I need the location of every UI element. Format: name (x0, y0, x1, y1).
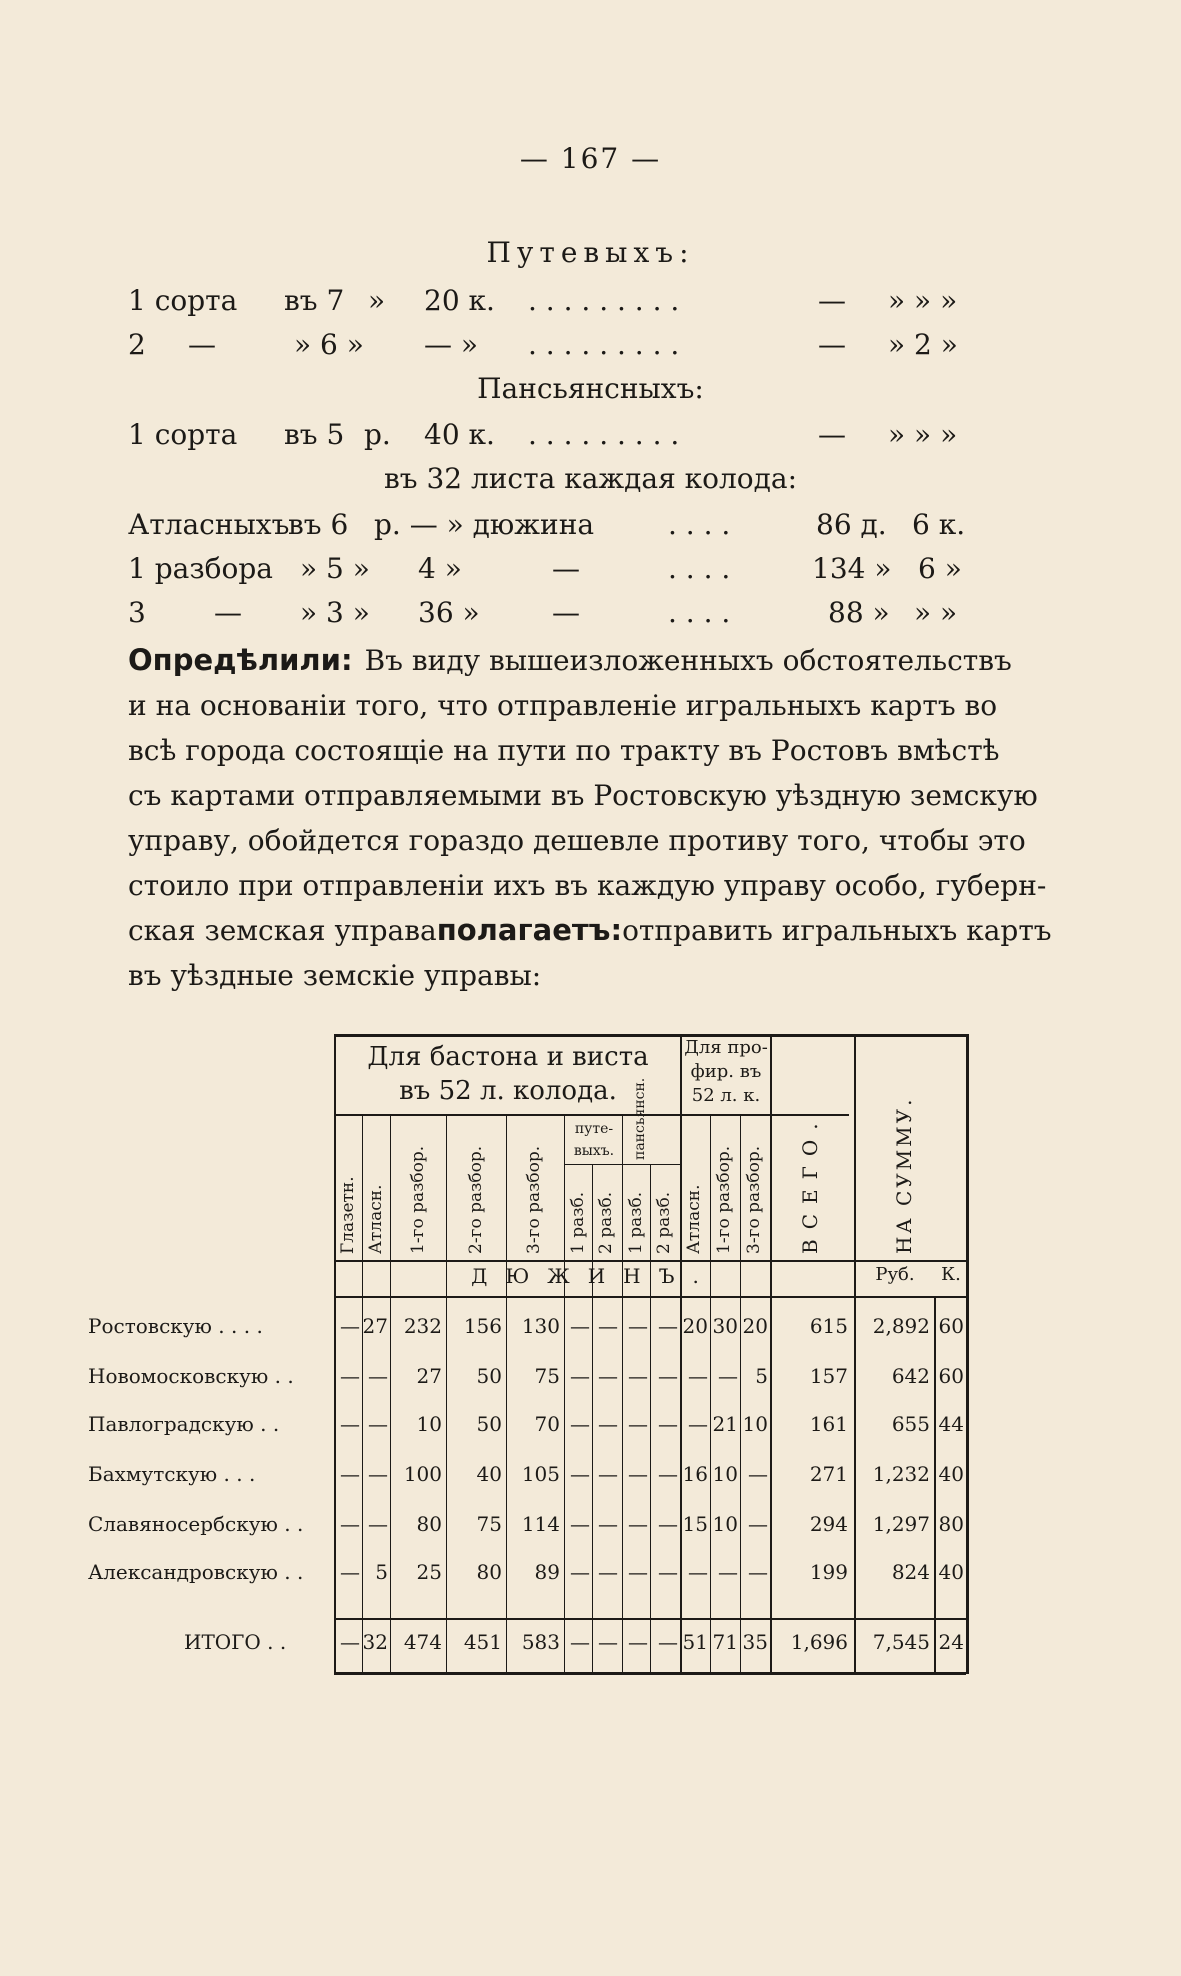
cell: 134 » (812, 552, 892, 585)
header-text: 52 л. к. (691, 1085, 761, 1106)
table-cell: 232 (403, 1314, 442, 1338)
total-cell: — (570, 1630, 590, 1654)
cell: р. (364, 418, 391, 451)
para-line: въ уѣздные земскіе управы: (128, 959, 542, 992)
table-rule (334, 1034, 336, 1674)
table-cell: — (658, 1512, 678, 1536)
table-cell: — (368, 1462, 388, 1486)
col-header-pans-2: 2 разб. (654, 1191, 674, 1254)
table-cell: 60 (938, 1364, 964, 1388)
para-line: всѣ города состоящіе на пути по тракту въ Ростовъ вмѣстѣ (128, 734, 1000, 767)
table-cell: 824 (891, 1560, 930, 1584)
table-cell: — (598, 1314, 618, 1338)
table-cell: 642 (891, 1364, 930, 1388)
table-cell: 114 (521, 1512, 560, 1536)
distribution-table (88, 1034, 968, 1674)
col-header-prof-razbor-1: 1-го разбор. (714, 1145, 734, 1254)
header-putevyh (566, 1118, 622, 1162)
table-cell: 1,297 (872, 1512, 930, 1536)
col-header-put-1: 1 разб. (568, 1191, 588, 1254)
table-cell: — (598, 1364, 618, 1388)
table-cell: — (688, 1560, 708, 1584)
col-header-pans-1: 1 разб. (626, 1191, 646, 1254)
header-text: путе- (574, 1121, 614, 1137)
cell: въ 5 (284, 418, 345, 451)
row-district-name: Александровскую . . (88, 1560, 304, 1584)
total-cell: — (598, 1630, 618, 1654)
table-cell: 130 (521, 1314, 560, 1338)
table-rule (506, 1114, 507, 1672)
unit-kop: К. (941, 1264, 961, 1285)
para-line: ская земская управа (128, 914, 437, 947)
table-cell: 75 (534, 1364, 560, 1388)
table-cell: — (718, 1364, 738, 1388)
table-cell: 44 (938, 1412, 964, 1436)
table-cell: 105 (521, 1462, 560, 1486)
table-cell: 15 (682, 1512, 708, 1536)
table-cell: — (368, 1512, 388, 1536)
table-cell: — (688, 1364, 708, 1388)
row-district-name: Павлоградскую . . (88, 1412, 280, 1436)
table-cell: — (598, 1462, 618, 1486)
table-rule (854, 1034, 856, 1674)
total-cell: 24 (938, 1630, 964, 1654)
table-cell: 10 (712, 1462, 738, 1486)
row-district-name: Ростовскую . . . . (88, 1314, 263, 1338)
col-header-put-2: 2 разб. (596, 1191, 616, 1254)
table-cell: — (628, 1462, 648, 1486)
table-cell: — (368, 1364, 388, 1388)
v32-row-3 (128, 596, 974, 632)
table-cell: 50 (476, 1364, 502, 1388)
cell: . . . . (668, 508, 731, 541)
cell: 6 к. (912, 508, 966, 541)
table-rule (770, 1034, 772, 1674)
table-cell: 10 (416, 1412, 442, 1436)
cell: р. — » дюжина (374, 508, 595, 541)
table-rule (934, 1296, 936, 1672)
table-cell: — (628, 1364, 648, 1388)
cell: 1 сорта (128, 418, 238, 451)
page-number: — 167 — (519, 142, 662, 175)
col-header-prof-razbor-3: 3-го разбор. (744, 1145, 764, 1254)
cell: . . . . . . . . . (528, 328, 680, 361)
cell: » 6 » (294, 328, 364, 361)
table-cell: — (718, 1560, 738, 1584)
table-cell: 10 (742, 1412, 768, 1436)
cell: Атласныхъ (128, 508, 290, 541)
table-cell: — (570, 1512, 590, 1536)
table-cell: 40 (476, 1462, 502, 1486)
cell: 2 (128, 328, 146, 361)
table-cell: 40 (938, 1560, 964, 1584)
table-cell: 16 (682, 1462, 708, 1486)
table-cell: 70 (534, 1412, 560, 1436)
table-cell: — (658, 1462, 678, 1486)
row-district-name: Бахмутскую . . . (88, 1462, 256, 1486)
table-cell: 27 (362, 1314, 388, 1338)
header-text: Для бастона и виста (367, 1042, 649, 1072)
row-district-name: Славяносербскую . . (88, 1512, 304, 1536)
table-rule (680, 1034, 682, 1674)
header-pans: пансьянсн. (632, 1077, 648, 1160)
para-line: Въ виду вышеизложенныхъ обстоятельствъ (364, 644, 1012, 677)
table-rule (334, 1034, 966, 1037)
table-cell: — (570, 1364, 590, 1388)
table-cell: — (340, 1314, 360, 1338)
cell: » 3 » (300, 596, 370, 629)
header-group-boston (336, 1040, 680, 1108)
table-cell: 40 (938, 1462, 964, 1486)
v32-row-1 (128, 508, 974, 544)
table-cell: 2,892 (872, 1314, 930, 1338)
table-rule (362, 1114, 363, 1672)
total-cell: 1,696 (790, 1630, 848, 1654)
table-cell: 271 (809, 1462, 848, 1486)
col-header-razbor-3: 3-го разбор. (524, 1145, 544, 1254)
total-cell: 7,545 (872, 1630, 930, 1654)
table-cell: 80 (476, 1560, 502, 1584)
table-cell: — (748, 1462, 768, 1486)
table-cell: 20 (742, 1314, 768, 1338)
table-cell: 1,232 (872, 1462, 930, 1486)
table-cell: — (628, 1560, 648, 1584)
col-header-na-summu: НА СУММУ. (892, 1096, 916, 1254)
table-rule (710, 1114, 711, 1672)
total-cell: 451 (463, 1630, 502, 1654)
table-cell: 161 (809, 1412, 848, 1436)
header-text: выхъ. (573, 1143, 615, 1159)
col-header-atlas: Атласн. (366, 1184, 386, 1254)
table-cell: 5 (755, 1364, 768, 1388)
cell: — (818, 284, 846, 317)
total-cell: 35 (742, 1630, 768, 1654)
table-rule (650, 1164, 651, 1672)
table-cell: 294 (809, 1512, 848, 1536)
table-cell: 75 (476, 1512, 502, 1536)
v32-row-2 (128, 552, 974, 588)
cell: — (818, 328, 846, 361)
table-cell: — (340, 1412, 360, 1436)
resolution-paragraph (128, 638, 1052, 998)
table-cell: 199 (809, 1560, 848, 1584)
table-cell: 5 (375, 1560, 388, 1584)
total-cell: — (628, 1630, 648, 1654)
cell: — » (424, 328, 479, 361)
header-text: въ 52 л. колода. (399, 1076, 617, 1106)
cell: 36 » (418, 596, 480, 629)
table-rule (334, 1672, 966, 1675)
cell: » » » (888, 418, 958, 451)
para-line: и на основаніи того, что отправленіе игральныхъ картъ во (128, 689, 998, 722)
v32-heading: въ 32 листа каждая колода: (383, 462, 798, 495)
row-district-name: Новомосковскую . . (88, 1364, 294, 1388)
table-cell: 615 (809, 1314, 848, 1338)
table-cell: — (570, 1412, 590, 1436)
cell: 20 к. (424, 284, 495, 317)
col-header-razbor-1: 1-го разбор. (408, 1145, 428, 1254)
col-header-razbor-2: 2-го разбор. (466, 1145, 486, 1254)
cell: 40 к. (424, 418, 495, 451)
table-cell: — (628, 1314, 648, 1338)
table-rule (592, 1164, 593, 1672)
table-cell: — (658, 1314, 678, 1338)
table-cell: — (748, 1512, 768, 1536)
para-line: управу, обойдется гораздо дешевле противу того, чтобы это (128, 824, 1026, 857)
table-cell: — (658, 1560, 678, 1584)
cell: . . . . (668, 552, 731, 585)
cell: 3 (128, 596, 146, 629)
table-cell: — (658, 1412, 678, 1436)
table-cell: 25 (416, 1560, 442, 1584)
table-rule (740, 1114, 741, 1672)
total-cell: 474 (403, 1630, 442, 1654)
table-cell: 655 (891, 1412, 930, 1436)
table-cell: 50 (476, 1412, 502, 1436)
cell: 4 » (418, 552, 462, 585)
cell: — (214, 596, 242, 629)
unit-rub: Руб. (875, 1264, 915, 1285)
cell: » 2 » (888, 328, 958, 361)
table-cell: — (748, 1560, 768, 1584)
table-cell: — (598, 1560, 618, 1584)
putevyh-row-2 (128, 328, 974, 364)
table-rule (390, 1114, 391, 1672)
cell: » (368, 284, 386, 317)
table-cell: 80 (938, 1512, 964, 1536)
cell: въ 7 (284, 284, 345, 317)
table-cell: 21 (712, 1412, 738, 1436)
cell: въ 6 (288, 508, 349, 541)
cell: — (188, 328, 216, 361)
col-header-vsego: ВСЕГО. (798, 1113, 822, 1254)
table-cell: — (340, 1364, 360, 1388)
table-cell: — (570, 1560, 590, 1584)
header-group-profir (682, 1036, 770, 1108)
table-cell: — (340, 1462, 360, 1486)
cell: — (552, 596, 580, 629)
table-rule (446, 1114, 447, 1672)
table-cell: — (598, 1512, 618, 1536)
pasyans-heading: Пансьянсныхъ: (477, 372, 704, 405)
table-cell: — (598, 1412, 618, 1436)
cell: . . . . (668, 596, 731, 629)
total-cell: 51 (682, 1630, 708, 1654)
cell: . . . . . . . . . (528, 284, 680, 317)
table-rule (622, 1114, 623, 1672)
table-cell: 80 (416, 1512, 442, 1536)
table-cell: 100 (403, 1462, 442, 1486)
putevyh-heading: Путевыхъ: (486, 236, 695, 269)
table-cell: — (628, 1412, 648, 1436)
resolution-label: Опредѣлили: (128, 643, 353, 677)
col-header-prof-atlas: Атласн. (684, 1184, 704, 1254)
table-cell: — (368, 1412, 388, 1436)
total-cell: — (658, 1630, 678, 1654)
total-cell: — (340, 1630, 360, 1654)
total-label: ИТОГО . . (184, 1630, 287, 1654)
para-line: съ картами отправляемыми въ Ростовскую уѣздную земскую (128, 779, 1038, 812)
total-cell: 71 (712, 1630, 738, 1654)
table-cell: — (628, 1512, 648, 1536)
para-line: стоило при отправленіи ихъ въ каждую управу особо, губерн- (128, 869, 1047, 902)
cell: » 5 » (300, 552, 370, 585)
cell: . . . . . . . . . (528, 418, 680, 451)
table-cell: — (688, 1412, 708, 1436)
proposal-label: полагаетъ: (436, 913, 623, 947)
unit-dozen: ДЮЖИНЪ. (471, 1264, 717, 1288)
table-cell: — (658, 1364, 678, 1388)
col-header-glazet: Глазетн. (338, 1176, 358, 1254)
cell: 88 » (828, 596, 890, 629)
table-cell: — (340, 1512, 360, 1536)
putevyh-row-1 (128, 284, 974, 320)
table-cell: 20 (682, 1314, 708, 1338)
table-cell: — (570, 1314, 590, 1338)
cell: 1 сорта (128, 284, 238, 317)
table-cell: — (340, 1560, 360, 1584)
table-cell: 157 (809, 1364, 848, 1388)
cell: 1 разбора (128, 552, 273, 585)
total-cell: 32 (362, 1630, 388, 1654)
pasyans-row-1 (128, 418, 974, 454)
table-rule (966, 1034, 969, 1674)
cell: » » » (888, 284, 958, 317)
table-cell: 30 (712, 1314, 738, 1338)
total-cell: 583 (521, 1630, 560, 1654)
header-text: фир. въ (690, 1061, 762, 1082)
cell: » » (914, 596, 958, 629)
header-text: Для про- (684, 1037, 768, 1058)
cell: — (552, 552, 580, 585)
table-cell: 156 (463, 1314, 502, 1338)
table-cell: 60 (938, 1314, 964, 1338)
cell: 86 д. (816, 508, 887, 541)
table-cell: 27 (416, 1364, 442, 1388)
para-line: отправить игральныхъ картъ (622, 914, 1052, 947)
table-cell: 89 (534, 1560, 560, 1584)
table-cell: — (570, 1462, 590, 1486)
table-cell: 10 (712, 1512, 738, 1536)
table-rule (564, 1114, 565, 1672)
cell: — (818, 418, 846, 451)
cell: 6 » (918, 552, 962, 585)
